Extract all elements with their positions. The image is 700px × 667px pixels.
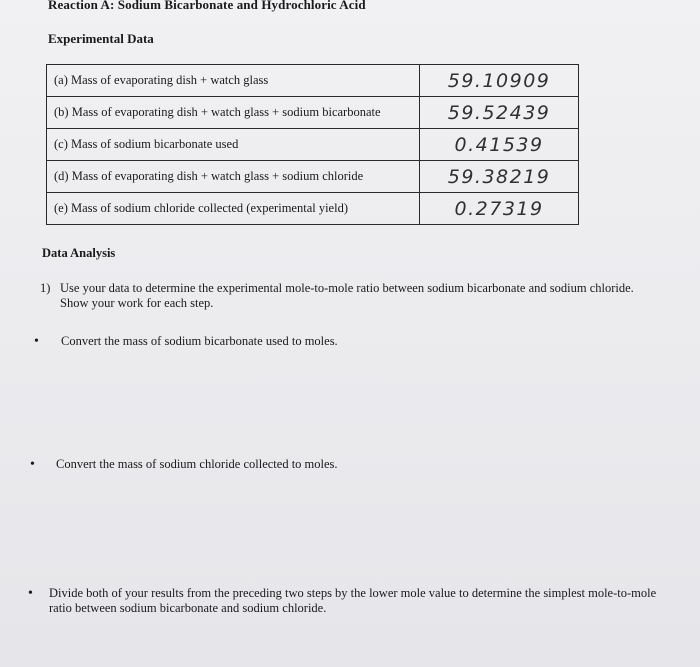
data-analysis-heading: Data Analysis bbox=[42, 246, 116, 260]
step-text: Convert the mass of sodium bicarbonate used to moles. bbox=[61, 334, 338, 348]
row-label: (a) Mass of evaporating dish + watch glass bbox=[47, 65, 420, 97]
row-value: 59.38219 bbox=[420, 161, 579, 193]
row-value: 59.10909 bbox=[420, 65, 579, 97]
step-1 bbox=[34, 334, 434, 349]
row-label: (b) Mass of evaporating dish + watch glass + sodium bicarbonate bbox=[47, 97, 420, 129]
table-row bbox=[47, 65, 579, 97]
step-text: Divide both of your results from the preceding two steps by the lower mole value to determine the simplest mole-to-mole ratio between sodium bicarbonate and sodium chloride. bbox=[49, 586, 657, 615]
section-title: Experimental Data bbox=[48, 31, 154, 46]
question-text: Use your data to determine the experimental mole-to-mole ratio between sodium bicarbonate and sodium chloride. Show your work for each step. bbox=[60, 281, 634, 310]
step-2 bbox=[30, 457, 430, 472]
page-title: Reaction A: Sodium Bicarbonate and Hydrochloric Acid bbox=[48, 0, 366, 12]
row-label: (c) Mass of sodium bicarbonate used bbox=[47, 129, 420, 161]
table-row bbox=[47, 161, 579, 193]
row-value: 0.27319 bbox=[420, 193, 579, 225]
question-1 bbox=[40, 281, 640, 311]
table-row bbox=[47, 129, 579, 161]
step-3 bbox=[28, 586, 658, 616]
bullet-icon: • bbox=[30, 457, 35, 472]
row-value: 0.41539 bbox=[420, 129, 579, 161]
row-label: (d) Mass of evaporating dish + watch glass + sodium chloride bbox=[47, 161, 420, 193]
bullet-icon: • bbox=[34, 334, 39, 349]
row-value: 59.52439 bbox=[420, 97, 579, 129]
table-row bbox=[47, 193, 579, 225]
question-number: 1) bbox=[40, 281, 51, 295]
experimental-data-table bbox=[46, 64, 579, 225]
bullet-icon: • bbox=[28, 586, 33, 601]
table-row bbox=[47, 97, 579, 129]
row-label: (e) Mass of sodium chloride collected (experimental yield) bbox=[47, 193, 420, 225]
step-text: Convert the mass of sodium chloride collected to moles. bbox=[56, 457, 338, 471]
